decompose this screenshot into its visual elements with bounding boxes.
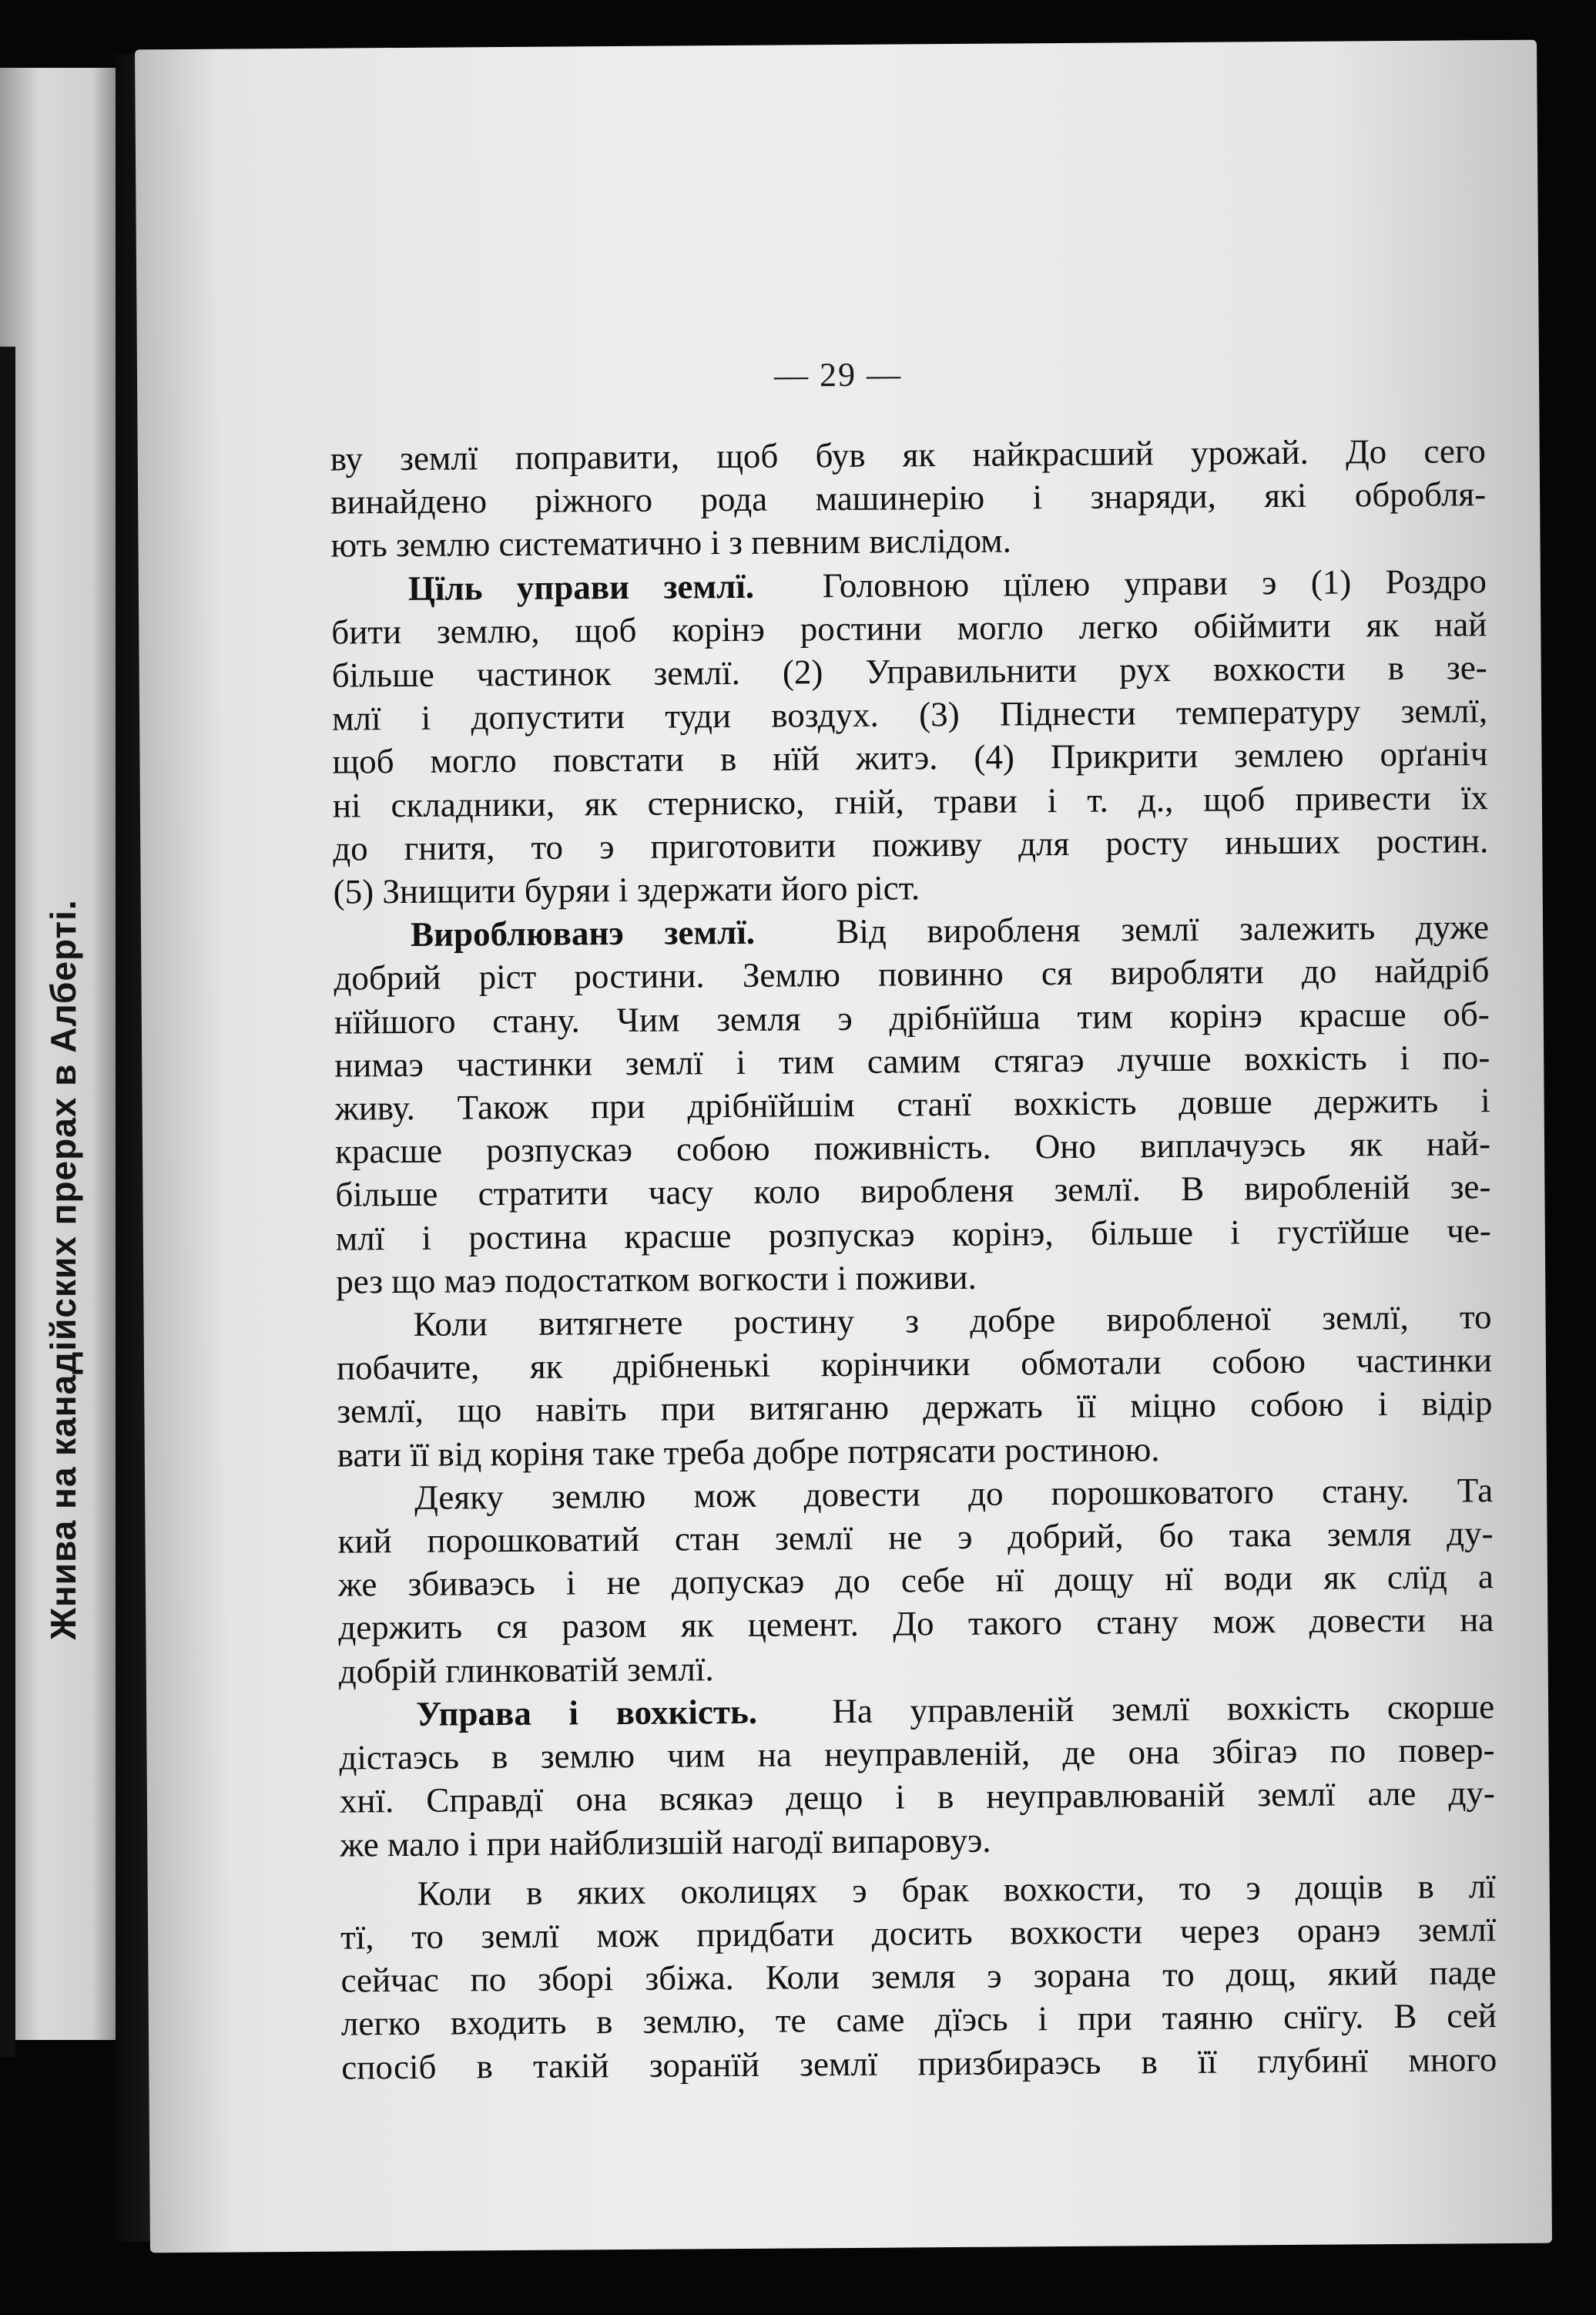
text-line: вати її від коріня таке треба добре потрясати ростиною. [337, 1429, 1160, 1475]
text-line: винайдено ріжного рода машинерію і знаряди, які обробля- [330, 475, 1487, 522]
text-line: бити землю, щоб корінэ ростини могло легко обіймити як най [331, 604, 1487, 652]
text-line: кий порошковатий стан землї не э добрий, бо така земля ду- [337, 1514, 1494, 1561]
facing-page-edge [0, 347, 15, 2057]
section-heading: Управа і вохкість. [415, 1692, 758, 1733]
text-line: держить ся разом як цемент. До такого стану мож довести на [338, 1600, 1494, 1648]
text-line: добрий ріст ростини. Землю повинно ся виробляти до найдріб [334, 951, 1490, 998]
section-heading: Цїль управи землї. [407, 566, 755, 608]
text-line: легко входить в землю, те саме дїэсь і при таяню снїгу. В сей [340, 1996, 1497, 2043]
text-line: більше стратити часу коло виробленя землї. В виробленій зе- [335, 1167, 1491, 1215]
text-line: спосіб в такій зоранїй землї призбираэсь в її глубинї много [341, 2039, 1497, 2087]
text-line: же збиваэсь і не допускаэ до себе нї дощу нї води як слїд а [337, 1557, 1494, 1604]
text-line: живу. Також при дрібнїйшім станї вохкість довше держить і [334, 1081, 1490, 1128]
text-line: Коли в яких околицях э брак вохкости, то э дощів в лї [417, 1866, 1496, 1913]
page-body-text [330, 429, 1497, 2089]
text-line: побачите, як дрібненькі корінчики обмотали собою частинки [336, 1340, 1493, 1387]
paragraph-text: Від виробленя землї залежить дуже [836, 908, 1490, 951]
text-line: добрій глинковатій землї. [338, 1649, 714, 1691]
text-line: ють землю систематично і з певним вислідом. [330, 521, 1012, 565]
text-line: сейчас по зборі збіжа. Коли земля э зорана то дощ, який паде [340, 1953, 1497, 2000]
text-line: же мало і при найблизшій нагодї випаровуэ. [340, 1820, 991, 1864]
paragraph-text: На управленій землї вохкість скорше [832, 1687, 1495, 1731]
text-line: до гнитя, то э приготовити поживу для росту иньших ростин. [333, 820, 1489, 868]
text-line: млї і допустити туди воздух. (3) Піднести температуру землї, [331, 691, 1488, 738]
text-line: хнї. Справдї она всякаэ дещо і в неуправлюваній землї але ду- [339, 1773, 1496, 1820]
text-line: більше частинок землї. (2) Управильнити рух вохкости в зе- [331, 648, 1487, 695]
text-line: дістаэсь в землю чим на неуправленій, де она збігаэ по повер- [339, 1730, 1495, 1777]
text-line [334, 905, 1489, 957]
text-line: Деяку землю мож довести до порошковатого стану. Та [414, 1471, 1494, 1517]
text-line [331, 559, 1487, 611]
text-line: Коли витягнете ростину з добре виробленої землї, то [413, 1297, 1492, 1344]
text-line: красше розпускаэ собою поживність. Оно виплачуэсь як най- [334, 1124, 1491, 1171]
text-line [339, 1685, 1494, 1736]
text-line: землї, що навіть при витяганю держать її міцно собою і відір [337, 1384, 1493, 1431]
text-line: тї, то землї мож придбати досить вохкости через оранэ землї [340, 1910, 1497, 1957]
text-line: нїйшого стану. Чим земля э дрібнїйша тим корінэ красше об- [334, 994, 1490, 1042]
text-line: млї і ростина красше розпускаэ корінэ, більше і густїйше че- [335, 1210, 1491, 1258]
page-number: — 29 — [773, 355, 903, 394]
text-line: ні складники, як стерниско, гній, трави і т. д., щоб привести їх [332, 777, 1489, 825]
text-line: нимаэ частинки землї і тим самим стягаэ лучше вохкість і по- [334, 1037, 1490, 1085]
book-spine-title: Жнива на канадійских прерах в Алберті. [43, 899, 83, 1640]
text-line: рез що маэ подостатком вогкости і поживи. [336, 1257, 977, 1301]
book-page [135, 40, 1552, 2253]
facing-page [0, 68, 116, 2040]
text-line: щоб могло повстати в нїй житэ. (4) Прикрити землею орґаніч [332, 734, 1488, 782]
text-line: (5) Знищити буряи і здержати його ріст. [333, 868, 920, 911]
paragraph-text: Головною цїлею управи э (1) Роздро [822, 561, 1487, 605]
text-line: ву землї поправити, щоб був як найкрасший урожай. До сего [330, 431, 1486, 478]
section-heading: Вироблюванэ землї. [410, 913, 756, 955]
